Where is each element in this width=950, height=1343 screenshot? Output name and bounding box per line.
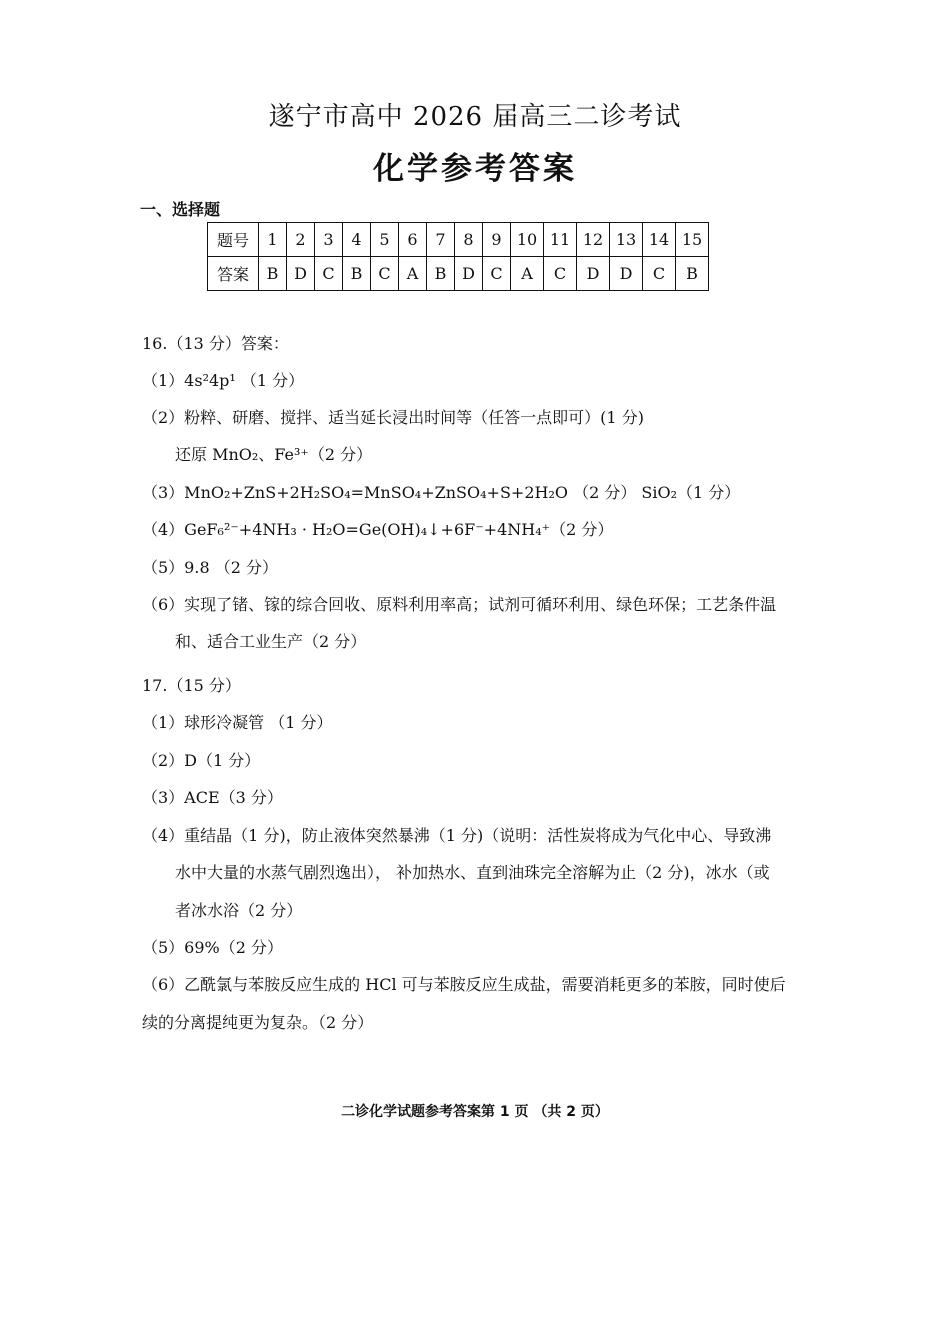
cell-answer: C — [643, 257, 676, 291]
cell-answer: B — [343, 257, 371, 291]
q16-answer-5: （5）9.8 （2 分） — [142, 558, 278, 577]
cell-answer: D — [287, 257, 315, 291]
cell-number: 5 — [371, 223, 399, 257]
cell-number: 2 — [287, 223, 315, 257]
cell-answer: C — [483, 257, 511, 291]
q16-answer-6: （6）实现了锗、镓的综合回收、原料利用率高；试剂可循环利用、绿色环保；工艺条件温 — [142, 595, 777, 614]
q17-answer-5: （5）69%（2 分） — [142, 938, 284, 957]
cell-answer: D — [610, 257, 643, 291]
cell-number: 1 — [259, 223, 287, 257]
cell-number: 10 — [511, 223, 544, 257]
cell-answer: A — [511, 257, 544, 291]
cell-answer: C — [315, 257, 343, 291]
q16-answer-2: （2）粉粹、研磨、搅拌、适当延长浸出时间等（任答一点即可）(1 分) — [142, 408, 644, 427]
q17-answer-4: （4）重结晶（1 分)，防止液体突然暴沸（1 分)（说明：活性炭将成为气化中心、导致沸 — [142, 826, 772, 845]
cell-number: 11 — [544, 223, 577, 257]
cell-answer: C — [544, 257, 577, 291]
q17-answer-2: （2）D（1 分） — [142, 751, 261, 770]
cell-number: 8 — [455, 223, 483, 257]
answer-table — [207, 222, 709, 291]
cell-answer: B — [676, 257, 709, 291]
cell-number: 3 — [315, 223, 343, 257]
q16-answer-6b: 和、适合工业生产（2 分） — [175, 632, 367, 651]
cell-number: 12 — [577, 223, 610, 257]
cell-number: 14 — [643, 223, 676, 257]
table-row-numbers — [208, 223, 709, 257]
cell-number: 15 — [676, 223, 709, 257]
q16-answer-2b: 还原 MnO₂、Fe³⁺（2 分） — [175, 445, 373, 464]
cell-answer: B — [259, 257, 287, 291]
cell-number: 9 — [483, 223, 511, 257]
table-row-answers — [208, 257, 709, 291]
section-heading-choice: 一、选择题 — [140, 200, 221, 219]
page-footer: 二诊化学试题参考答案第 1 页 （共 2 页） — [341, 1104, 609, 1120]
q17-answer-4b: 水中大量的水蒸气剧烈逸出）， 补加热水、直到油珠完全溶解为止（2 分)，冰水（或 — [175, 863, 770, 882]
cell-number: 13 — [610, 223, 643, 257]
q16-answer-1: （1）4s²4p¹ （1 分） — [142, 371, 305, 390]
q17-answer-1: （1）球形冷凝管 （1 分） — [142, 713, 333, 732]
q17-answer-3: （3）ACE（3 分） — [142, 788, 283, 807]
cell-answer: D — [577, 257, 610, 291]
q17-answer-4c: 者冰水浴（2 分） — [175, 901, 303, 920]
cell-number: 7 — [427, 223, 455, 257]
cell-answer: D — [455, 257, 483, 291]
q16-heading: 16.（13 分）答案： — [142, 334, 289, 353]
cell-answer: C — [371, 257, 399, 291]
q16-answer-3: （3）MnO₂+ZnS+2H₂SO₄=MnSO₄+ZnSO₄+S+2H₂O （2 分） SiO₂（1 分） — [142, 483, 741, 502]
page-title: 遂宁市高中 2026 届高三二诊考试 — [268, 102, 682, 132]
q17-answer-6b: 续的分离提纯更为复杂。（2 分） — [142, 1013, 374, 1032]
cell-number: 6 — [399, 223, 427, 257]
row-label-number: 题号 — [208, 223, 259, 257]
q17-heading: 17.（15 分） — [142, 676, 241, 695]
cell-answer: B — [427, 257, 455, 291]
page-subtitle: 化学参考答案 — [373, 151, 577, 187]
row-label-answer: 答案 — [208, 257, 259, 291]
q16-answer-4: （4）GeF₆²⁻+4NH₃ · H₂O=Ge(OH)₄↓+6F⁻+4NH₄⁺（2 分） — [142, 520, 614, 539]
cell-answer: A — [399, 257, 427, 291]
q17-answer-6: （6）乙酰氯与苯胺反应生成的 HCl 可与苯胺反应生成盐，需要消耗更多的苯胺，同时使后 — [142, 975, 786, 994]
cell-number: 4 — [343, 223, 371, 257]
